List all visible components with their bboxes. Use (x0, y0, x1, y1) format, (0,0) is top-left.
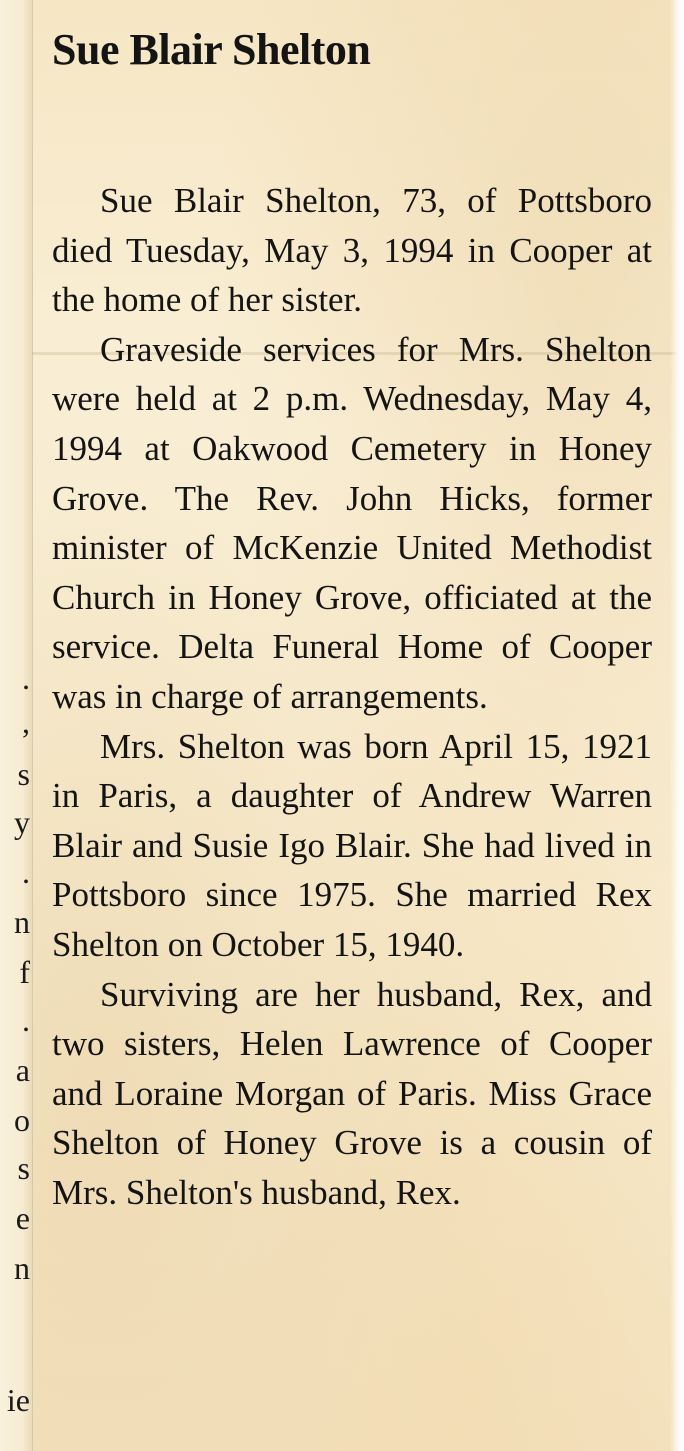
adjacent-column-fragment: . (22, 854, 30, 890)
adjacent-column-fragment: s (17, 1150, 30, 1186)
adjacent-column-fragment: a (15, 1052, 30, 1088)
paper-right-edge (670, 0, 684, 1451)
obituary-paragraph-survivors: Surviving are her husband, Rex, and two sisters, Helen Lawrence of Cooper and Loraine Morgan of Paris. Miss Grace Shelton of Honey Grove is a cousin of Mrs. Shelton's husband, Rex. (52, 974, 652, 1212)
adjacent-column-fragment: n (14, 1250, 30, 1286)
adjacent-column-fragment: s (17, 756, 30, 792)
adjacent-column-fragment: n (14, 904, 30, 940)
adjacent-column-fragment: f (19, 954, 30, 990)
adjacent-column-fragment: y (14, 804, 30, 840)
obituary-paragraph-biography: Mrs. Shelton was born April 15, 1921 in Paris, a daughter of Andrew Warren Blair and Susie Igo Blair. She had lived in Pottsboro since 1975. She married Rex Shelton on October 15, 1940. (52, 726, 652, 964)
adjacent-column-fragment: . (22, 660, 30, 696)
adjacent-column-fragment: e (15, 1200, 30, 1236)
adjacent-column-fragment: , (22, 704, 30, 740)
obituary-paragraph-services: Graveside services for Mrs. Shelton were held at 2 p.m. Wednesday, May 4, 1994 at Oakwood Cemetery in Honey Grove. The Rev. John Hicks, former minister of McKenzie United Methodist Church in Honey Grove, officiated at the service. Delta Funeral Home of Cooper was in charge of arrangements. (52, 329, 652, 716)
adjacent-column-fragment: ie (6, 1382, 30, 1418)
adjacent-column-fragment: . (22, 1002, 30, 1038)
obituary-headline: Sue Blair Shelton (52, 25, 371, 74)
obituary-article (52, 22, 652, 1217)
obituary-paragraph-death-notice: Sue Blair Shelton, 73, of Pottsboro died Tuesday, May 3, 1994 in Cooper at the home of her sister. (52, 181, 652, 320)
adjacent-column-fragment: o (14, 1102, 30, 1138)
adjacent-column-strip (0, 0, 33, 1451)
